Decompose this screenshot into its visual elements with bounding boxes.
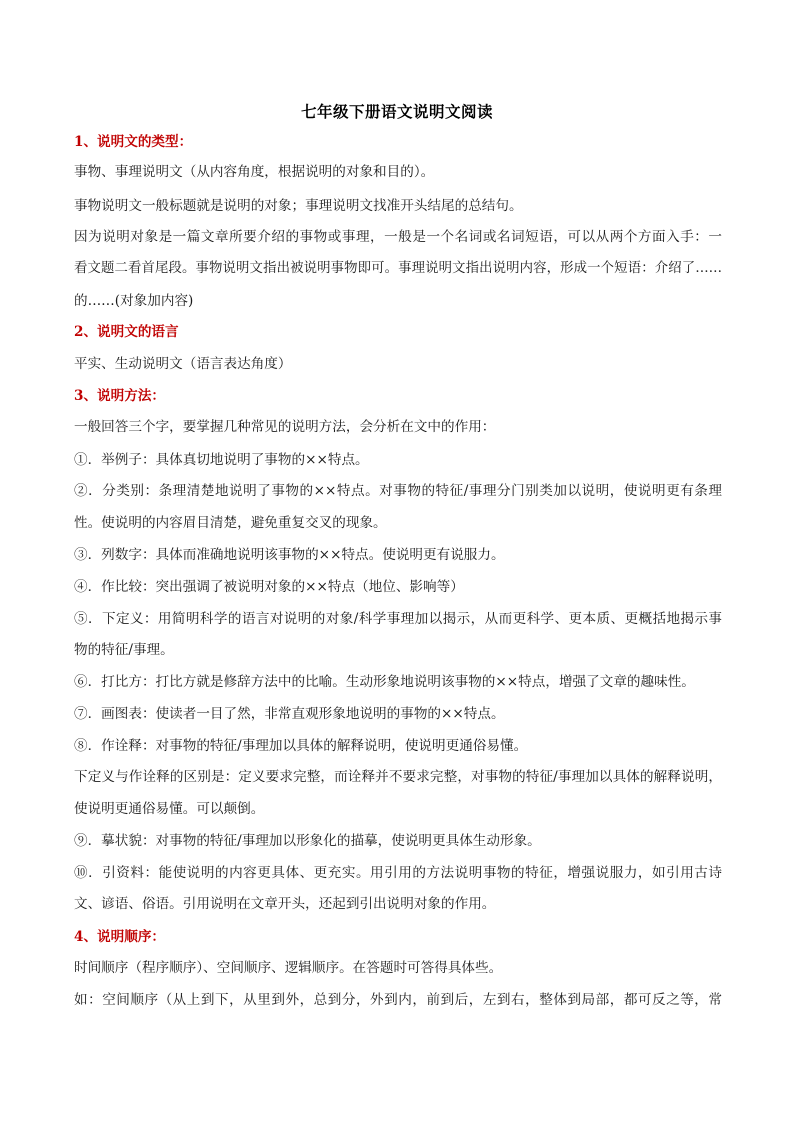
paragraph-line: 事物、事理说明文（从内容角度，根据说明的对象和目的）。 — [74, 164, 435, 180]
list-item: ⑧．作诠释：对事物的特征/事理加以具体的解释说明，使说明更通俗易懂。 — [74, 738, 528, 754]
paragraph-line: 看文题二看首尾段。事物说明文指出被说明事物即可。事理说明文指出说明内容，形成一个短语：介绍了…… — [74, 261, 722, 276]
section-heading-order: 4、说明顺序： — [74, 929, 166, 945]
section-heading-methods: 3、说明方法： — [74, 388, 166, 404]
list-item: ⑦．画图表：使读者一目了然，非常直观形象地说明的事物的××特点。 — [74, 706, 505, 722]
page-title: 七年级下册语文说明文阅读 — [300, 102, 493, 121]
list-item: ⑤．下定义：用简明科学的语言对说明的对象/科学事理加以揭示，从而更科学、更本质、更概括地揭示事 — [74, 611, 722, 627]
paragraph-line: 如：空间顺序（从上到下，从里到外，总到分，外到内，前到后，左到右，整体到局部，都可反之等，常 — [74, 992, 722, 1008]
paragraph-line: 时间顺序（程序顺序）、空间顺序、逻辑顺序。在答题时可答得具体些。 — [74, 960, 503, 976]
paragraph-line: 文、谚语、俗语。引用说明在文章开头，还起到引出说明对象的作用。 — [74, 896, 496, 912]
paragraph-line: 事物说明文一般标题就是说明的对象；事理说明文找准开头结尾的总结句。 — [74, 198, 523, 214]
paragraph-line: 平实、生动说明文（语言表达角度） — [74, 356, 292, 372]
paragraph-line: 物的特征/事理。 — [74, 642, 174, 658]
list-item: ③．列数字：具体而准确地说明该事物的××特点。使说明更有说服力。 — [74, 547, 505, 563]
section-heading-types: 1、说明文的类型： — [74, 134, 193, 150]
list-item: ④．作比较：突出强调了被说明对象的××特点（地位、影响等） — [74, 579, 464, 595]
paragraph-line: 因为说明对象是一篇文章所要介绍的事物或事理，一般是一个名词或名词短语，可以从两个方面入手：一 — [74, 229, 722, 245]
paragraph-line: 一般回答三个字，要掌握几种常见的说明方法，会分析在文中的作用： — [74, 419, 496, 435]
paragraph-line: 下定义与作诠释的区别是：定义要求完整，而诠释并不要求完整，对事物的特征/事理加以具体的解释说明， — [74, 769, 722, 785]
paragraph-line: 的……(对象加内容) — [74, 293, 194, 309]
paragraph-line: 性。使说明的内容眉目清楚，避免重复交叉的现象。 — [74, 515, 387, 531]
list-item: ①．举例子：具体真切地说明了事物的××特点。 — [74, 452, 369, 468]
list-item: ②．分类别：条理清楚地说明了事物的××特点。对事物的特征/事理分门别类加以说明，使说明更有条理 — [74, 483, 722, 499]
section-heading-language: 2、说明文的语言 — [74, 324, 179, 340]
list-item: ⑥．打比方：打比方就是修辞方法中的比喻。生动形象地说明该事物的××特点，增强了文章的趣味性。 — [74, 674, 695, 690]
list-item: ⑨．摹状貌：对事物的特征/事理加以形象化的描摹，使说明更具体生动形象。 — [74, 833, 541, 849]
list-item: ⑩．引资料：能使说明的内容更具体、更充实。用引用的方法说明事物的特征，增强说服力，如引用古诗 — [74, 865, 722, 881]
paragraph-line: 使说明更通俗易懂。可以颠倒。 — [74, 801, 265, 817]
